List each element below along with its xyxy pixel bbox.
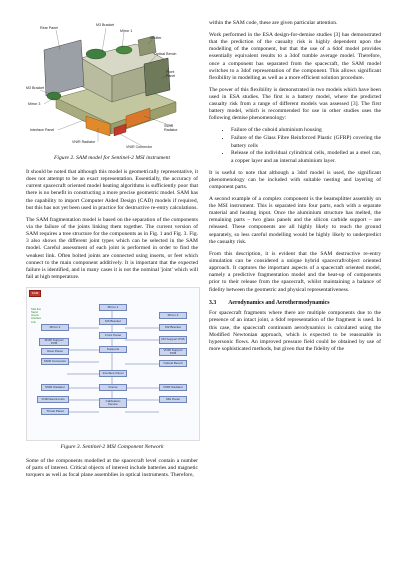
node-supports: Supports — [99, 346, 127, 353]
label-m3-bracket-left: M3 Bracket — [26, 86, 45, 90]
node-snir-radiator: SNIR Radiator — [41, 384, 69, 391]
paragraph: Work performed in the ESA design-for-demise studies [3] has demonstrated that the prediction of the casualty risk is highly dependent upon the modelling of the component, but that the use of a 6dof model provides essentially equivalent results to a 3dof tumble average model. Therefore, once a component has separated from the spacecraft, the SAM model switches to a 3dof representation of the component. This allows significant flexibility in modelling as well as a more efficient solution procedure. — [209, 31, 381, 81]
node-snir-connector: SNIR Connector — [41, 358, 69, 365]
node-thrust-panel: Thrust Panel — [41, 408, 69, 415]
right-column — [209, 20, 381, 358]
figure-3-caption: Figure 3. Sentinel-2 MSI Component Network — [60, 444, 164, 451]
paragraph: The power of this flexibility is demonstrated in two models which have been used in ESA studies. The first is a battery model, where the predicted casualty risk from a range of different models was assessed [3]. The first battery model, which is recommended for use in other studies uses the following demise phenomenology: — [209, 86, 381, 122]
label-swir-radiator: SWIR Radiator — [164, 124, 178, 132]
paragraph: A second example of a complex component is the beamsplitter assembly on the MSI instrument. This is separated into four parts, each with a separate material and heating input. Once the aluminium structure has melted, the remaining parts – two glass panels and the silicon carbide support – are released. These components are all highly likely to reach the ground separately, so less careful modelling would be highly likely to underpredict the casualty risk. — [209, 195, 381, 245]
label-m3-bracket: M3 Bracket — [96, 23, 115, 27]
node-mirror-3: Mirror 3 — [159, 312, 187, 319]
legend-item: Interface — [31, 317, 42, 321]
label-rear-panel: Rear Panel — [40, 26, 58, 30]
paragraph: From this description, it is evident that the SAM destructive re-entry simulation can be considered a unique hybrid spacecraft/object oriented approach. It captures the important aspects of a spacecraft oriented model, namely a predictive fragmentation model and the heat-up of components prior to their release from the spacecraft, whilst maintaining a balance of fidelity between the geometric and physical representativeness. — [209, 250, 381, 293]
section-heading — [209, 300, 381, 306]
sam-model-render — [26, 20, 198, 152]
label-mirror-1: Mirror 1 — [120, 29, 133, 33]
figure-2-caption: Figure 2. SAM model for Sentinel-2 MSI instrument — [54, 155, 170, 161]
node-calibration-device: Calibration Device — [99, 398, 127, 408]
section-title: Aerodynamics and Aerothermodynamics — [228, 299, 330, 306]
legend-item: Inserts — [31, 314, 39, 318]
node-interface-panel: Interface Panel — [99, 370, 127, 377]
list-item: • Release of the individual cylindrical cells, modelled as a steel can, a copper layer and an internal aluminium layer. — [231, 150, 381, 164]
paragraph: It is useful to note that although a 3dof model is used, the significant phenomenology can be included with suitable nesting and layering of component parts. — [209, 169, 381, 190]
label-mirror-3: Mirror 3 — [28, 102, 41, 106]
label-shutter: Shutter — [150, 36, 162, 40]
label-vnir-radiator: VNIR Radiator — [72, 140, 96, 144]
label-front-panel: Front Panel — [166, 70, 176, 78]
figure-2-sam-model — [26, 20, 198, 152]
list-item: • Failure of the Glass Fibre Reinforced Plastic (GFRP) covering the battery cells — [231, 135, 381, 149]
node-optical-bench: Optical Bench — [159, 360, 187, 367]
label-interface-panel: Interface Panel — [30, 128, 55, 132]
node-vnir-electronics: VNIR Electronics — [37, 396, 69, 403]
node-sam: SAM — [29, 290, 41, 297]
node-mirror-1: Mirror 1 — [99, 304, 127, 311]
node-mirror-2: Mirror 2 — [41, 324, 69, 331]
left-column — [26, 0, 198, 484]
node-vnir-support: VNIR Support PCB — [159, 348, 187, 356]
figure-3-component-network — [26, 287, 200, 441]
list-item: • Failure of the cuboid aluminium housing — [231, 127, 381, 134]
node-frame: Frame — [99, 384, 127, 391]
network-legend — [31, 308, 41, 323]
paragraph: Some of the components modelled at the spacecraft level contain a number of parts of interest. Critical objects of interest include batteries and magnetic torquers as well as focal plane assemblies in optical instruments. Therefore, — [26, 458, 198, 479]
demise-list — [209, 127, 381, 164]
paragraph: It should be noted that although this model is geometrically representative, it does not attempt to be an exact representation. Essentially, the accuracy of current spacecraft oriented model heating algorithms is sufficiently poor that there is no benefit in constructing a more precise geometric model. SAM has the capability to import Computer Aided Design (CAD) models if required, but this has not yet been used in practice for destructive re-entry calculations. — [26, 169, 198, 211]
node-mid-panel: Mid Panel — [159, 396, 187, 403]
legend-item: Link — [31, 320, 36, 324]
paragraph: For spacecraft fragments where there are multiple components due to the presence of an intact joint, a 6dof representation of the fragment is used. In this case, the spacecraft continuum aerodynamics is calculated using the Modified Newtonian approach, which is expected to be reasonable in hypersonic flows. An improved pressure field could be obtained by use of more sophisticated methods, but given that the fidelity of the — [209, 310, 381, 352]
paragraph: The SAM fragmentation model is based on the separation of the components via the failure of the joints linking them together. The current version of SAM requires a tree structure for the components as in Fig. 1 and Fig. 3. Fig. 3 also shows the different joint types which can be selected in the SAM model. Careful assessment of each joint is performed in order to find the weakest link. Often bolted joints are connected using inserts, or feet which connect to the main component additively. It is important that the expected failure is identified, and in many cases it is not the nominal 'joint' which will fail at high temperature. — [26, 216, 198, 280]
paragraph: within the SAM code, these are given particular attention. — [209, 20, 338, 26]
node-snir-support: SNIR Support PCB — [39, 338, 69, 346]
node-m3-support: M3 Support PCB — [159, 336, 187, 344]
node-m2-bracket: M2 Bracket — [159, 324, 187, 331]
label-vnir-connector: VNIR Connector — [126, 145, 153, 149]
node-rear-panel: Rear Panel — [41, 348, 69, 355]
node-front-panel: Front Panel — [99, 332, 127, 339]
legend-item: Stand — [31, 311, 38, 315]
node-m3-bracket: M3 Bracket — [99, 318, 127, 325]
node-vnir-radiator: VNIR Radiator — [159, 384, 187, 391]
legend-item: Side flux — [31, 308, 41, 312]
label-optical-bench: Optical Bench — [154, 52, 177, 56]
section-number: 3.3 — [209, 299, 217, 306]
